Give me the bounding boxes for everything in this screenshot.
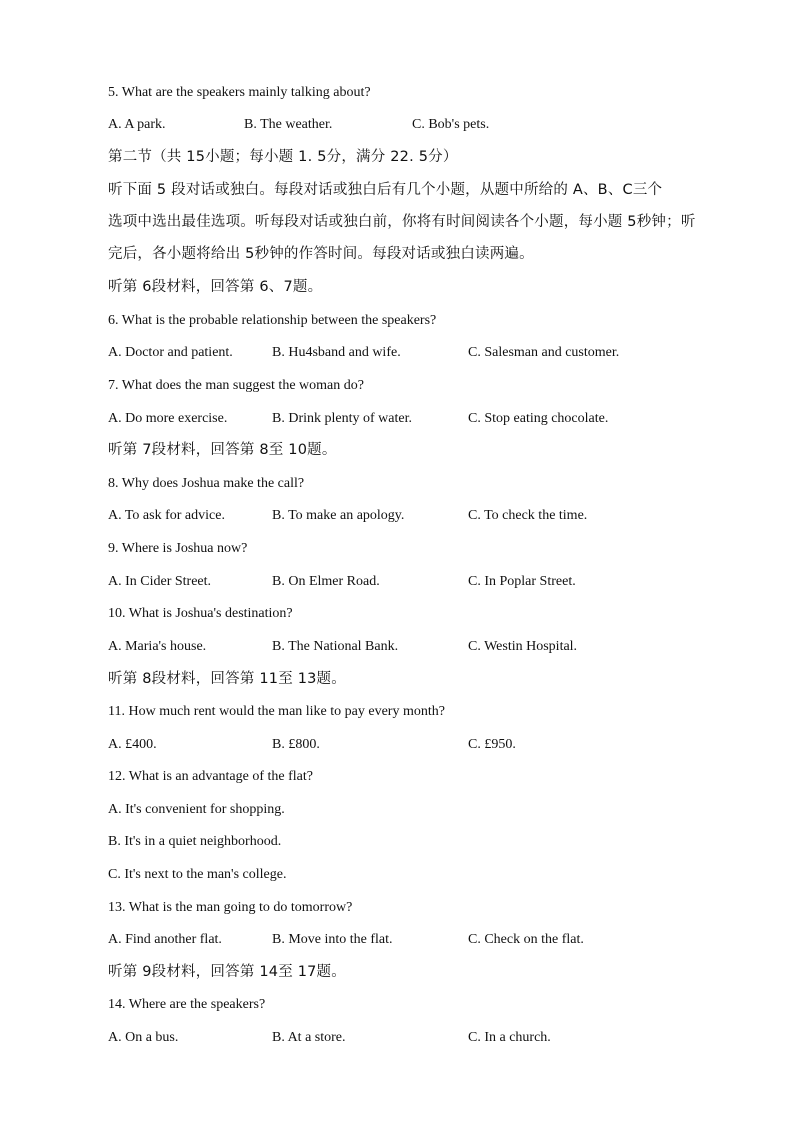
question-14-option-c: C. In a church. [468,1030,551,1045]
question-6-option-b: B. Hu4sband and wife. [272,345,401,360]
question-11-stem: 11. How much rent would the man like to pay every month? [108,704,445,719]
question-6-option-c: C. Salesman and customer. [468,345,620,360]
question-8-option-c: C. To check the time. [468,508,588,523]
question-12-option-a: A. It's convenient for shopping. [108,802,285,817]
question-7-option-a: A. Do more exercise. [108,411,228,426]
question-5-option-a: A. A park. [108,117,166,132]
question-9-option-b: B. On Elmer Road. [272,574,380,589]
question-9-option-c: C. In Poplar Street. [468,574,576,589]
question-13-stem: 13. What is the man going to do tomorrow? [108,900,353,915]
question-7-option-c: C. Stop eating chocolate. [468,411,609,426]
section-2-instructions-line-1: 听下面 5 段对话或独白。每段对话或独白后有几个小题，从题中所给的 A、B、C三个 [108,182,663,198]
question-10-option-a: A. Maria's house. [108,639,207,654]
material-9-heading: 听第 9段材料，回答第 14至 17题。 [108,964,346,980]
question-5-stem: 5. What are the speakers mainly talking about? [108,85,371,100]
question-10-stem: 10. What is Joshua's destination? [108,606,293,621]
question-13-option-a: A. Find another flat. [108,932,222,947]
material-6-heading: 听第 6段材料，回答第 6、7题。 [108,279,323,295]
question-12-stem: 12. What is an advantage of the flat? [108,769,313,784]
question-5-option-b: B. The weather. [244,117,333,132]
question-14-option-b: B. At a store. [272,1030,346,1045]
question-6-stem: 6. What is the probable relationship between the speakers? [108,313,437,328]
question-7-option-b: B. Drink plenty of water. [272,411,412,426]
material-7-heading: 听第 7段材料，回答第 8至 10题。 [108,442,337,458]
question-5-option-c: C. Bob's pets. [412,117,490,132]
question-10-option-b: B. The National Bank. [272,639,399,654]
question-11-option-c: C. £950. [468,737,516,752]
question-12-option-b: B. It's in a quiet neighborhood. [108,834,282,849]
question-8-stem: 8. Why does Joshua make the call? [108,476,305,491]
question-14-option-a: A. On a bus. [108,1030,179,1045]
question-9-stem: 9. Where is Joshua now? [108,541,248,556]
question-9-option-a: A. In Cider Street. [108,574,212,589]
question-8-option-a: A. To ask for advice. [108,508,225,523]
question-10-option-c: C. Westin Hospital. [468,639,578,654]
section-2-heading: 第二节（共 15小题；每小题 1. 5分，满分 22. 5分） [108,149,458,165]
question-7-stem: 7. What does the man suggest the woman do? [108,378,364,393]
question-11-option-a: A. £400. [108,737,157,752]
question-8-option-b: B. To make an apology. [272,508,405,523]
question-11-option-b: B. £800. [272,737,320,752]
question-13-option-c: C. Check on the flat. [468,932,584,947]
section-2-instructions-line-2: 选项中选出最佳选项。听每段对话或独白前，你将有时间阅读各个小题，每小题 5秒钟；听 [108,214,696,230]
material-8-heading: 听第 8段材料，回答第 11至 13题。 [108,671,346,687]
section-2-instructions-line-3: 完后，各小题将给出 5秒钟的作答时间。每段对话或独白读两遍。 [108,246,534,262]
question-14-stem: 14. Where are the speakers? [108,997,266,1012]
question-6-option-a: A. Doctor and patient. [108,345,233,360]
question-12-option-c: C. It's next to the man's college. [108,867,287,882]
question-13-option-b: B. Move into the flat. [272,932,393,947]
